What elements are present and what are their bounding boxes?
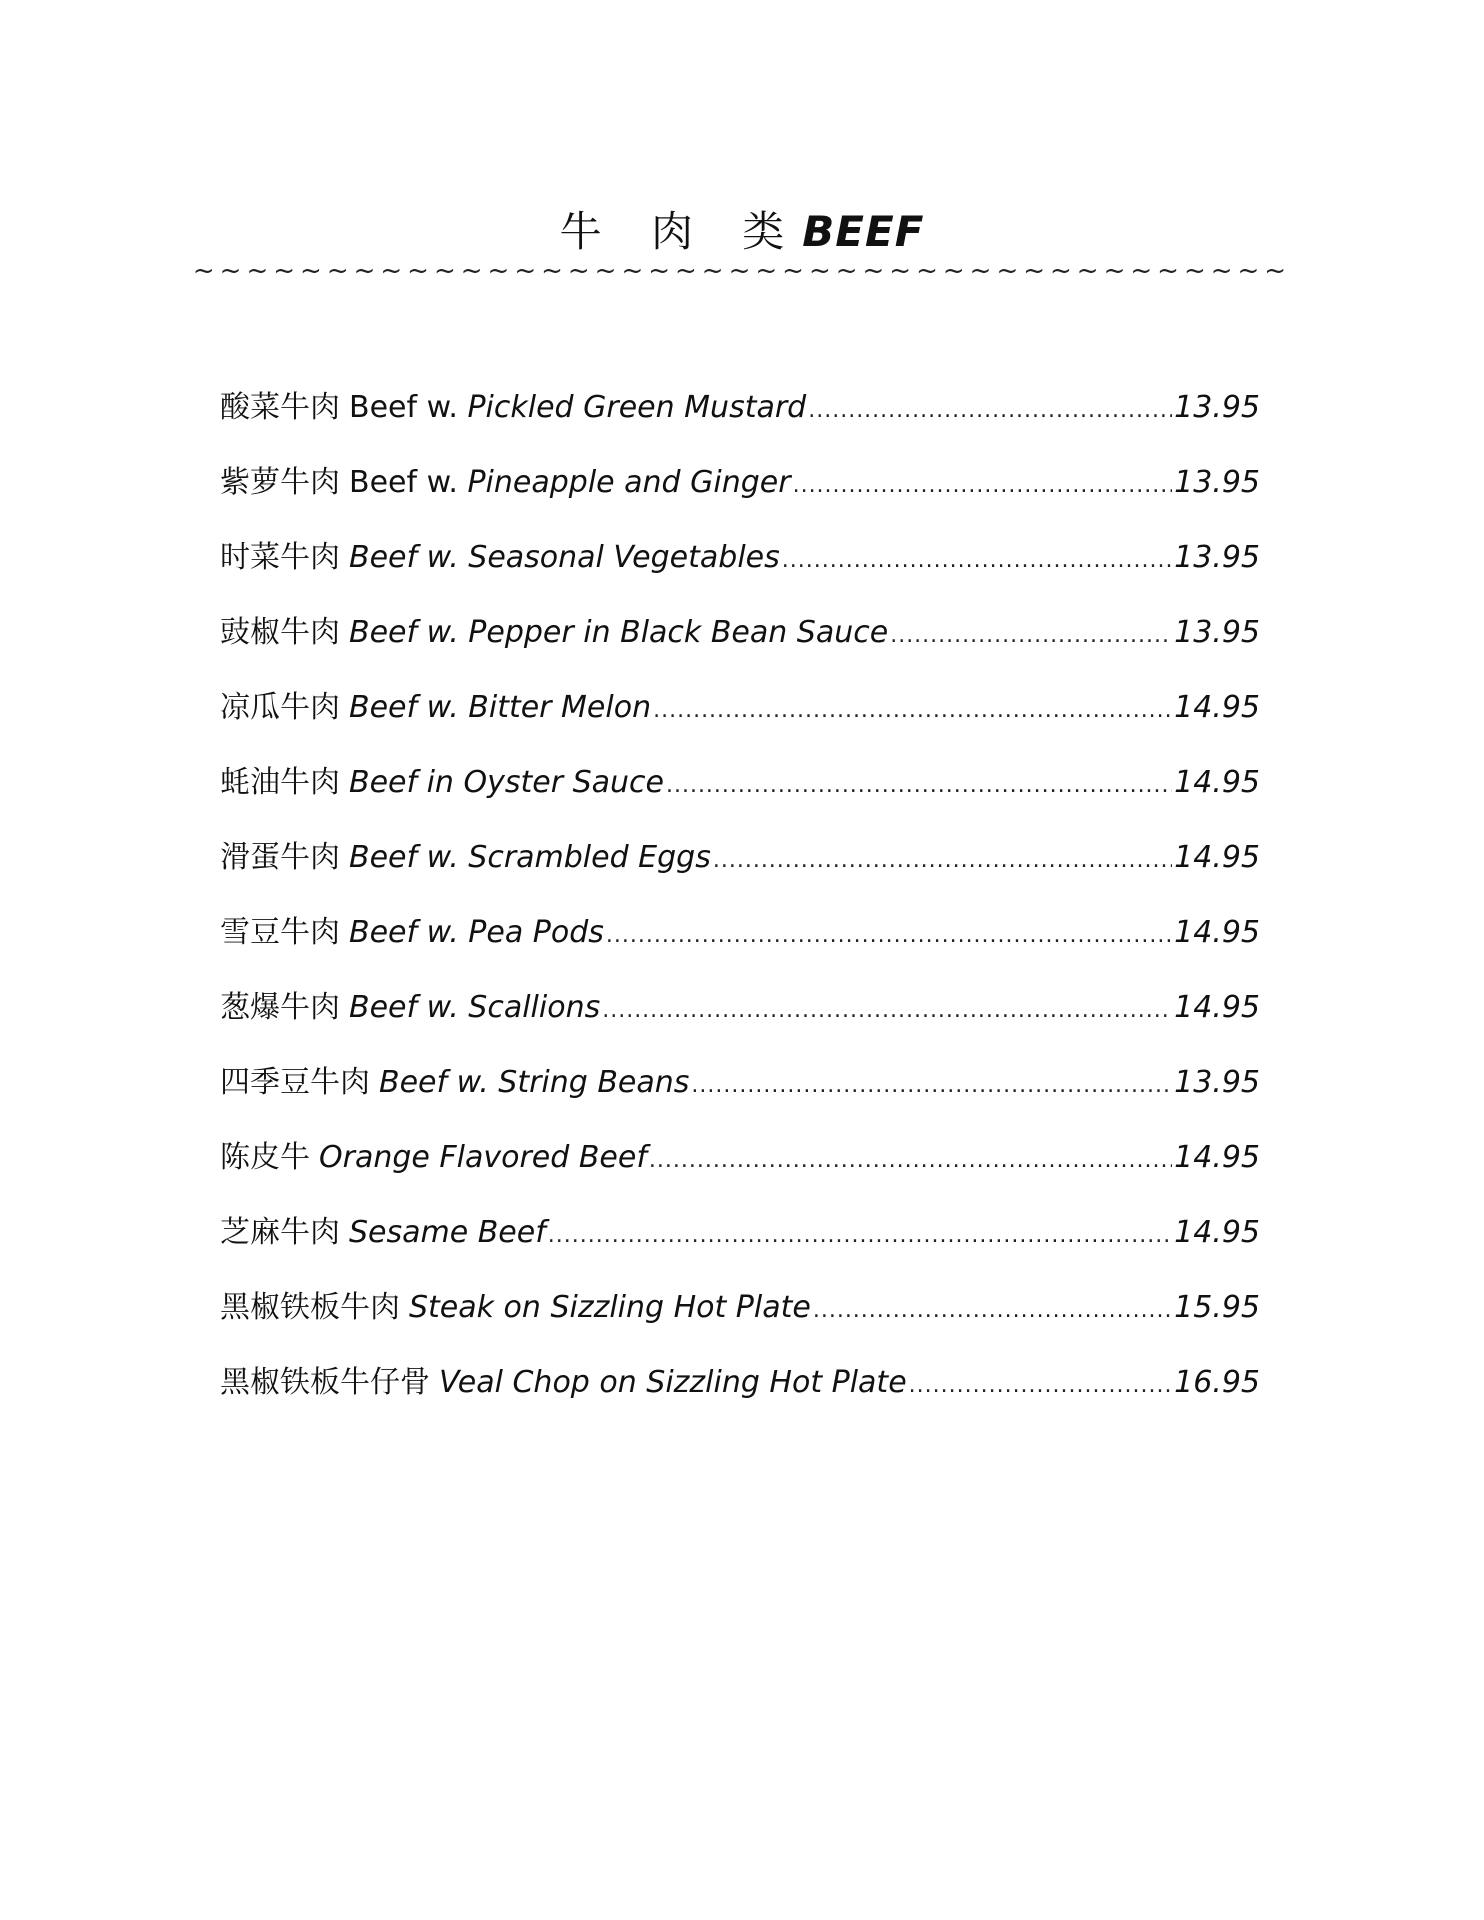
item-english-name: Steak on Sizzling Hot Plate	[409, 1290, 811, 1325]
tilde-divider: ~~~~~~~~~~~~~~~~~~~~~~~~~~~~~~~~~~~~~~~~~	[192, 256, 1292, 286]
item-english-name: Pineapple and Ginger	[467, 465, 791, 500]
item-price: 13.95	[1174, 615, 1260, 650]
item-chinese-name: 黑椒铁板牛仔骨	[220, 1365, 430, 1400]
item-chinese-name: 时菜牛肉	[220, 540, 340, 575]
menu-item	[220, 978, 1260, 1053]
item-english-name: Beef w. Scrambled Eggs	[349, 840, 711, 875]
dot-leader	[666, 756, 1172, 816]
menu-item	[220, 753, 1260, 828]
item-price: 13.95	[1174, 390, 1260, 425]
menu-item	[220, 1053, 1260, 1128]
item-price: 14.95	[1174, 1215, 1260, 1250]
item-english-prefix: Beef w.	[349, 390, 458, 425]
dot-leader	[890, 606, 1172, 666]
item-chinese-name: 四季豆牛肉	[220, 1065, 370, 1100]
item-chinese-name: 滑蛋牛肉	[220, 840, 340, 875]
item-price: 15.95	[1174, 1290, 1260, 1325]
dot-leader	[653, 681, 1172, 741]
item-english-name: Sesame Beef	[349, 1215, 546, 1250]
dot-leader	[909, 1356, 1172, 1416]
item-price: 14.95	[1174, 915, 1260, 950]
item-english-name: Beef w. Pepper in Black Bean Sauce	[349, 615, 889, 650]
item-english-name: Pickled Green Mustard	[467, 390, 807, 425]
menu-item	[220, 378, 1260, 453]
menu-item	[220, 1353, 1260, 1428]
dot-leader	[691, 1056, 1172, 1116]
item-price: 14.95	[1174, 840, 1260, 875]
item-chinese-name: 陈皮牛	[220, 1140, 310, 1175]
item-price: 16.95	[1174, 1365, 1260, 1400]
dot-leader	[649, 1131, 1172, 1191]
item-english-name: Beef w. String Beans	[379, 1065, 690, 1100]
item-chinese-name: 雪豆牛肉	[220, 915, 340, 950]
dot-leader	[813, 1281, 1172, 1341]
item-price: 14.95	[1174, 765, 1260, 800]
item-price: 14.95	[1174, 690, 1260, 725]
beef-menu-list	[220, 378, 1260, 1428]
menu-item	[220, 1278, 1260, 1353]
item-chinese-name: 紫萝牛肉	[220, 465, 340, 500]
menu-item	[220, 828, 1260, 903]
menu-item	[220, 528, 1260, 603]
item-english-name: Beef w. Pea Pods	[349, 915, 604, 950]
dot-leader	[602, 981, 1172, 1041]
dot-leader	[548, 1206, 1172, 1266]
dot-leader	[793, 456, 1173, 516]
menu-item	[220, 903, 1260, 978]
title-chinese: 牛 肉 类	[559, 207, 803, 256]
item-english-name: Beef w. Seasonal Vegetables	[349, 540, 780, 575]
title-english: BEEF	[802, 207, 925, 256]
item-chinese-name: 葱爆牛肉	[220, 990, 340, 1025]
item-price: 14.95	[1174, 990, 1260, 1025]
dot-leader	[606, 906, 1172, 966]
item-chinese-name: 凉瓜牛肉	[220, 690, 340, 725]
item-chinese-name: 蚝油牛肉	[220, 765, 340, 800]
menu-item	[220, 603, 1260, 678]
menu-item	[220, 1203, 1260, 1278]
item-chinese-name: 黑椒铁板牛肉	[220, 1290, 400, 1325]
item-price: 13.95	[1174, 1065, 1260, 1100]
item-chinese-name: 芝麻牛肉	[220, 1215, 340, 1250]
item-english-name: Beef in Oyster Sauce	[349, 765, 664, 800]
item-price: 14.95	[1174, 1140, 1260, 1175]
item-english-name: Beef w. Scallions	[349, 990, 601, 1025]
menu-item	[220, 1128, 1260, 1203]
menu-item	[220, 678, 1260, 753]
item-english-name: Beef w. Bitter Melon	[349, 690, 652, 725]
item-chinese-name: 豉椒牛肉	[220, 615, 340, 650]
item-english-name: Veal Chop on Sizzling Hot Plate	[439, 1365, 907, 1400]
item-price: 13.95	[1174, 465, 1260, 500]
item-price: 13.95	[1174, 540, 1260, 575]
item-english-name: Orange Flavored Beef	[319, 1140, 647, 1175]
dot-leader	[713, 831, 1172, 891]
page-title	[0, 204, 1484, 260]
menu-item	[220, 453, 1260, 528]
dot-leader	[808, 381, 1172, 441]
dot-leader	[782, 531, 1172, 591]
item-chinese-name: 酸菜牛肉	[220, 390, 340, 425]
item-english-prefix: Beef w.	[349, 465, 458, 500]
